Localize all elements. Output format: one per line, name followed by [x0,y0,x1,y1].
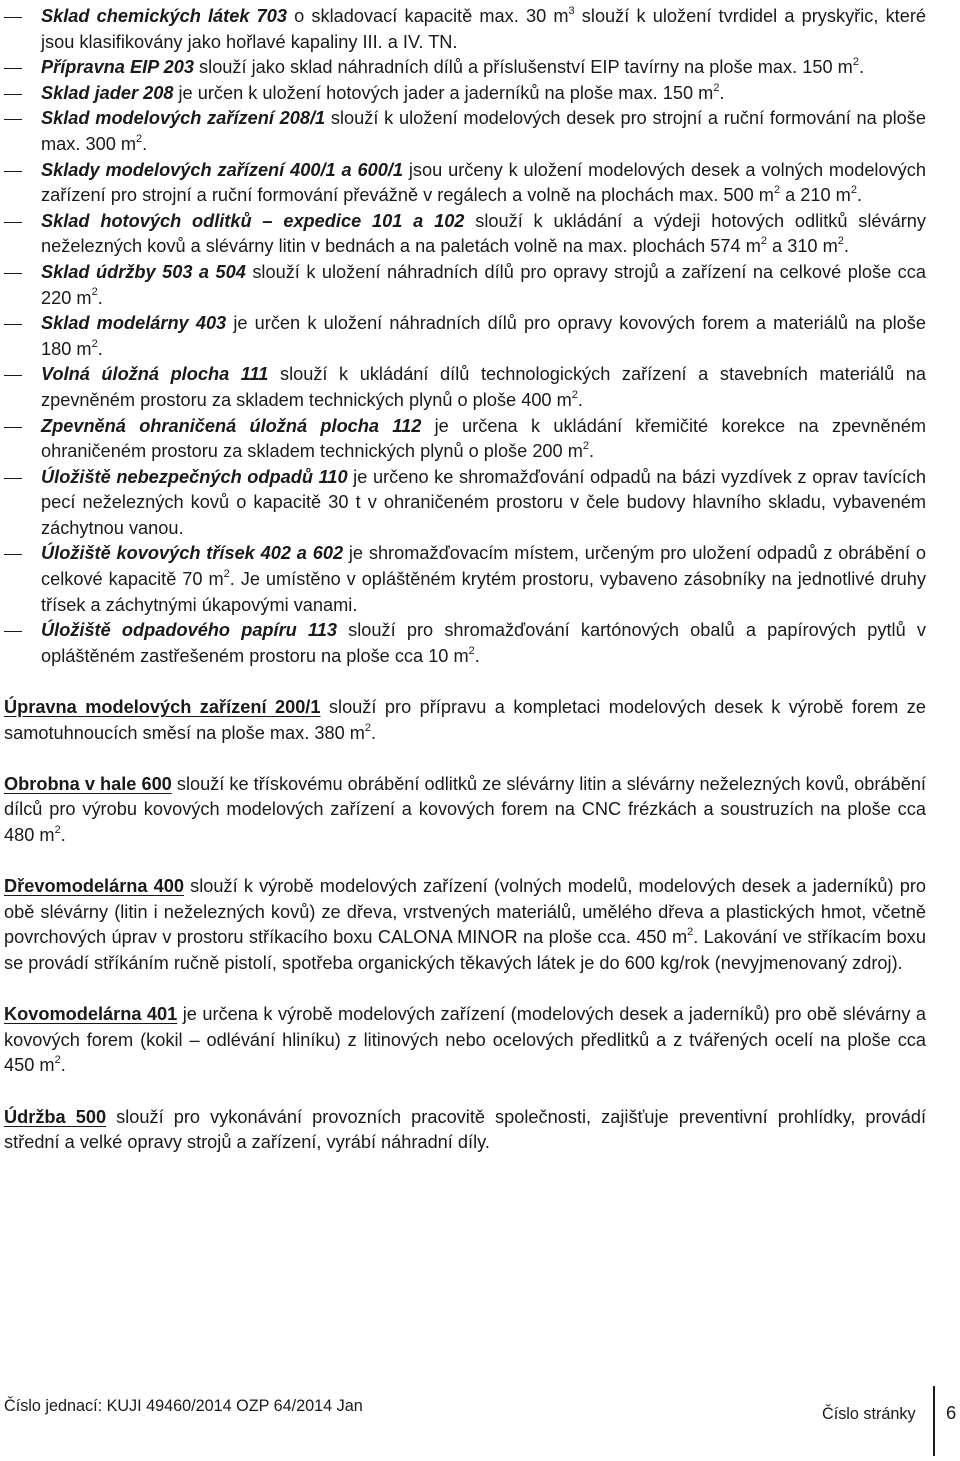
facility-name: Přípravna EIP 203 [41,57,194,78]
superscript: 2 [713,81,720,94]
list-item [4,541,926,618]
text-run: je určena k ukládání křemičité korekce na zpevněném ohraničeném prostoru za skladem technických plynů o ploše 200 m [41,415,926,462]
document-body [4,4,926,1156]
list-item [4,618,926,669]
text-run: slouží ke třískovému obrábění odlitků ze slévárny litin a slévárny neželezných kovů, obrábění dílců pro výrobu kovových modelových zařízení a kovových forem na CNC frézkách a soustruzích na ploše cca 480 m [4,773,926,845]
text-run: slouží k uložení tvrdidel a pryskyřic, které jsou klasifikovány jako hořlavé kapaliny III. a IV. TN. [41,6,926,52]
text-run: slouží jako sklad náhradních dílů a příslušenství EIP tavírny na ploše max. 150 m [194,57,853,78]
paragraph [4,695,926,746]
text-run: . [60,825,66,845]
superscript: 2 [91,286,98,299]
superscript: 2 [54,823,61,836]
text-run: . Lakování ve stříkacím boxu se provádí stříkáním ručně pistolí, spotřeba organických těkavých látek je do 600 kg/rok (nevyjmenovaný zdroj). [4,927,926,973]
superscript: 2 [773,184,781,197]
list-item [4,106,926,157]
superscript: 2 [582,440,589,453]
list-item [4,465,926,542]
text-run: slouží pro vykonávání provozních pracovitě společnosti, zajišťuje preventivní prohlídky, provádí střední a velké opravy strojů a zařízení, vyrábí náhradní díly. [4,1106,926,1153]
text-run: . [474,645,480,666]
facility-name: Sklad modelových zařízení 208/1 [41,108,326,129]
superscript: 2 [852,56,859,69]
text-run: . [577,389,583,410]
list-item [4,55,926,81]
facility-name: Sklad hotových odlitků – expedice 101 a 102 [41,210,465,231]
superscript: 2 [850,184,857,197]
paragraphs [4,695,926,1156]
text-run: a 310 m [766,236,838,257]
list-item [4,81,926,107]
text-run: slouží k uložení modelových desek pro strojní a ruční formování na ploše max. 300 m [41,108,926,154]
list-item [4,311,926,362]
facility-name: Sklady modelových zařízení 400/1 a 600/1 [41,159,403,180]
text-run: je určen k uložení náhradních dílů pro opravy kovových forem a materiálů na ploše 180 m [41,313,927,359]
facility-list [4,4,926,669]
text-run: je určeno ke shromažďování odpadů na bázi vyzdívek z oprav tavících pecí neželezných kovů o kapacitě 30 t v ohraničeném prostoru v čele budovy hlavního skladu, vybaveném záchytnou vanou. [41,466,926,538]
superscript: 2 [364,721,372,734]
footer-divider [933,1386,935,1456]
text-run: je určen k uložení hotových jader a jaderníků na ploše max. 150 m [173,82,714,103]
text-run: . [589,441,595,462]
text-run: a 210 m [780,185,851,206]
facility-name: Dřevomodelárna 400 [4,876,185,897]
list-item [4,260,926,311]
paragraph [4,1105,926,1156]
text-run: slouží k uložení náhradních dílů pro opravy strojů a zařízení na celkové ploše cca 220 m [41,261,926,308]
text-run: slouží k ukládání dílů technologických zařízení a stavebních materiálů na zpevněném prostoru za skladem technických plynů o ploše 400 m [41,364,926,410]
superscript: 3 [568,4,575,17]
list-item [4,158,926,209]
text-run: jsou určeny k uložení modelových desek a volných modelových zařízení pro strojní a ruční formování převážně v regálech a volně na plochách max. 500 m [41,159,926,206]
facility-name: Zpevněná ohraničená úložná plocha 112 [41,415,422,436]
paragraph [4,1002,926,1079]
facility-name: Kovomodelárna 401 [4,1004,178,1025]
text-run: . [856,185,863,206]
list-item [4,4,926,55]
superscript: 2 [468,644,475,657]
text-run: . [60,1055,66,1076]
superscript: 2 [54,1054,61,1067]
facility-name: Úložiště nebezpečných odpadů 110 [41,466,348,487]
text-run: . [719,82,725,103]
superscript: 2 [136,132,143,145]
text-run: . [142,133,148,154]
facility-name: Úpravna modelových zařízení 200/1 [4,697,321,718]
superscript: 2 [571,388,578,401]
list-item [4,414,926,465]
facility-name: Sklad modelárny 403 [41,313,227,334]
text-run: . [97,287,103,308]
text-run: . [97,338,103,359]
text-run: o skladovací kapacitě max. 30 m [286,6,569,26]
text-run: slouží pro shromažďování kartónových obalů a papírových pytlů v opláštěném zastřešeném prostoru na ploše cca 10 m [41,620,926,666]
list-item [4,209,926,260]
paragraph [4,874,926,976]
text-run: . Je umístěno v opláštěném krytém prostoru, vybaveno zásobníky na jednotlivé druhy třísek a záchytnými úkapovými vanami. [41,569,926,615]
paragraph [4,772,926,849]
list-item [4,362,926,413]
facility-name: Volná úložná plocha 111 [41,364,269,385]
reference-number: Číslo jednací: KUJI 49460/2014 OZP 64/2014 Jan [4,1397,363,1415]
text-run: je určena k výrobě modelových zařízení (modelových desek a jaderníků) pro obě slévárny a kovových forem (kokil – odlévání hliníku) z litinových nebo ocelových předlitků a z tvářených ocelí na ploše cca 450 m [4,1004,926,1076]
text-run: slouží pro přípravu a kompletaci modelových desek k výrobě forem ze samotuhnoucích směsí na ploše max. 380 m [4,697,926,743]
superscript: 2 [837,235,844,248]
superscript: 2 [687,926,694,939]
superscript: 2 [760,235,767,248]
text-run: slouží k výrobě modelových zařízení (volných modelů, modelových desek a jaderníků) pro obě slévárny (litin i neželezných kovů) ze dřeva, vrstvených materiálů, umělého dřeva a plastických hmot, včetně povrchových úprav v prostoru stříkacího boxu CALONA MINOR na ploše cca. 450 m [4,876,927,948]
text-run: slouží k ukládání a výdeji hotových odlitků slévárny neželezných kovů a slévárny litin v bednách a na paletách volně na max. plochách 574 m [41,210,926,257]
page-footer [4,1386,960,1456]
text-run: . [843,236,849,257]
page-label: Číslo stránky [822,1405,916,1423]
facility-name: Úložiště kovových třísek 402 a 602 [41,543,344,564]
superscript: 2 [91,337,98,350]
facility-name: Sklad údržby 503 a 504 [41,261,246,282]
facility-name: Úložiště odpadového papíru 113 [41,620,337,641]
facility-name: Sklad chemických látek 703 [41,6,287,26]
facility-name: Sklad jader 208 [41,82,174,103]
superscript: 2 [223,568,230,580]
text-run: je shromažďovacím místem, určeným pro uložení odpadů z obrábění o celkové kapacitě 70 m [41,543,926,590]
facility-name: Údržba 500 [4,1106,107,1127]
facility-name: Obrobna v hale 600 [4,773,172,794]
text-run: . [858,57,864,78]
page-number: 6 [946,1402,957,1423]
text-run: . [371,722,377,743]
